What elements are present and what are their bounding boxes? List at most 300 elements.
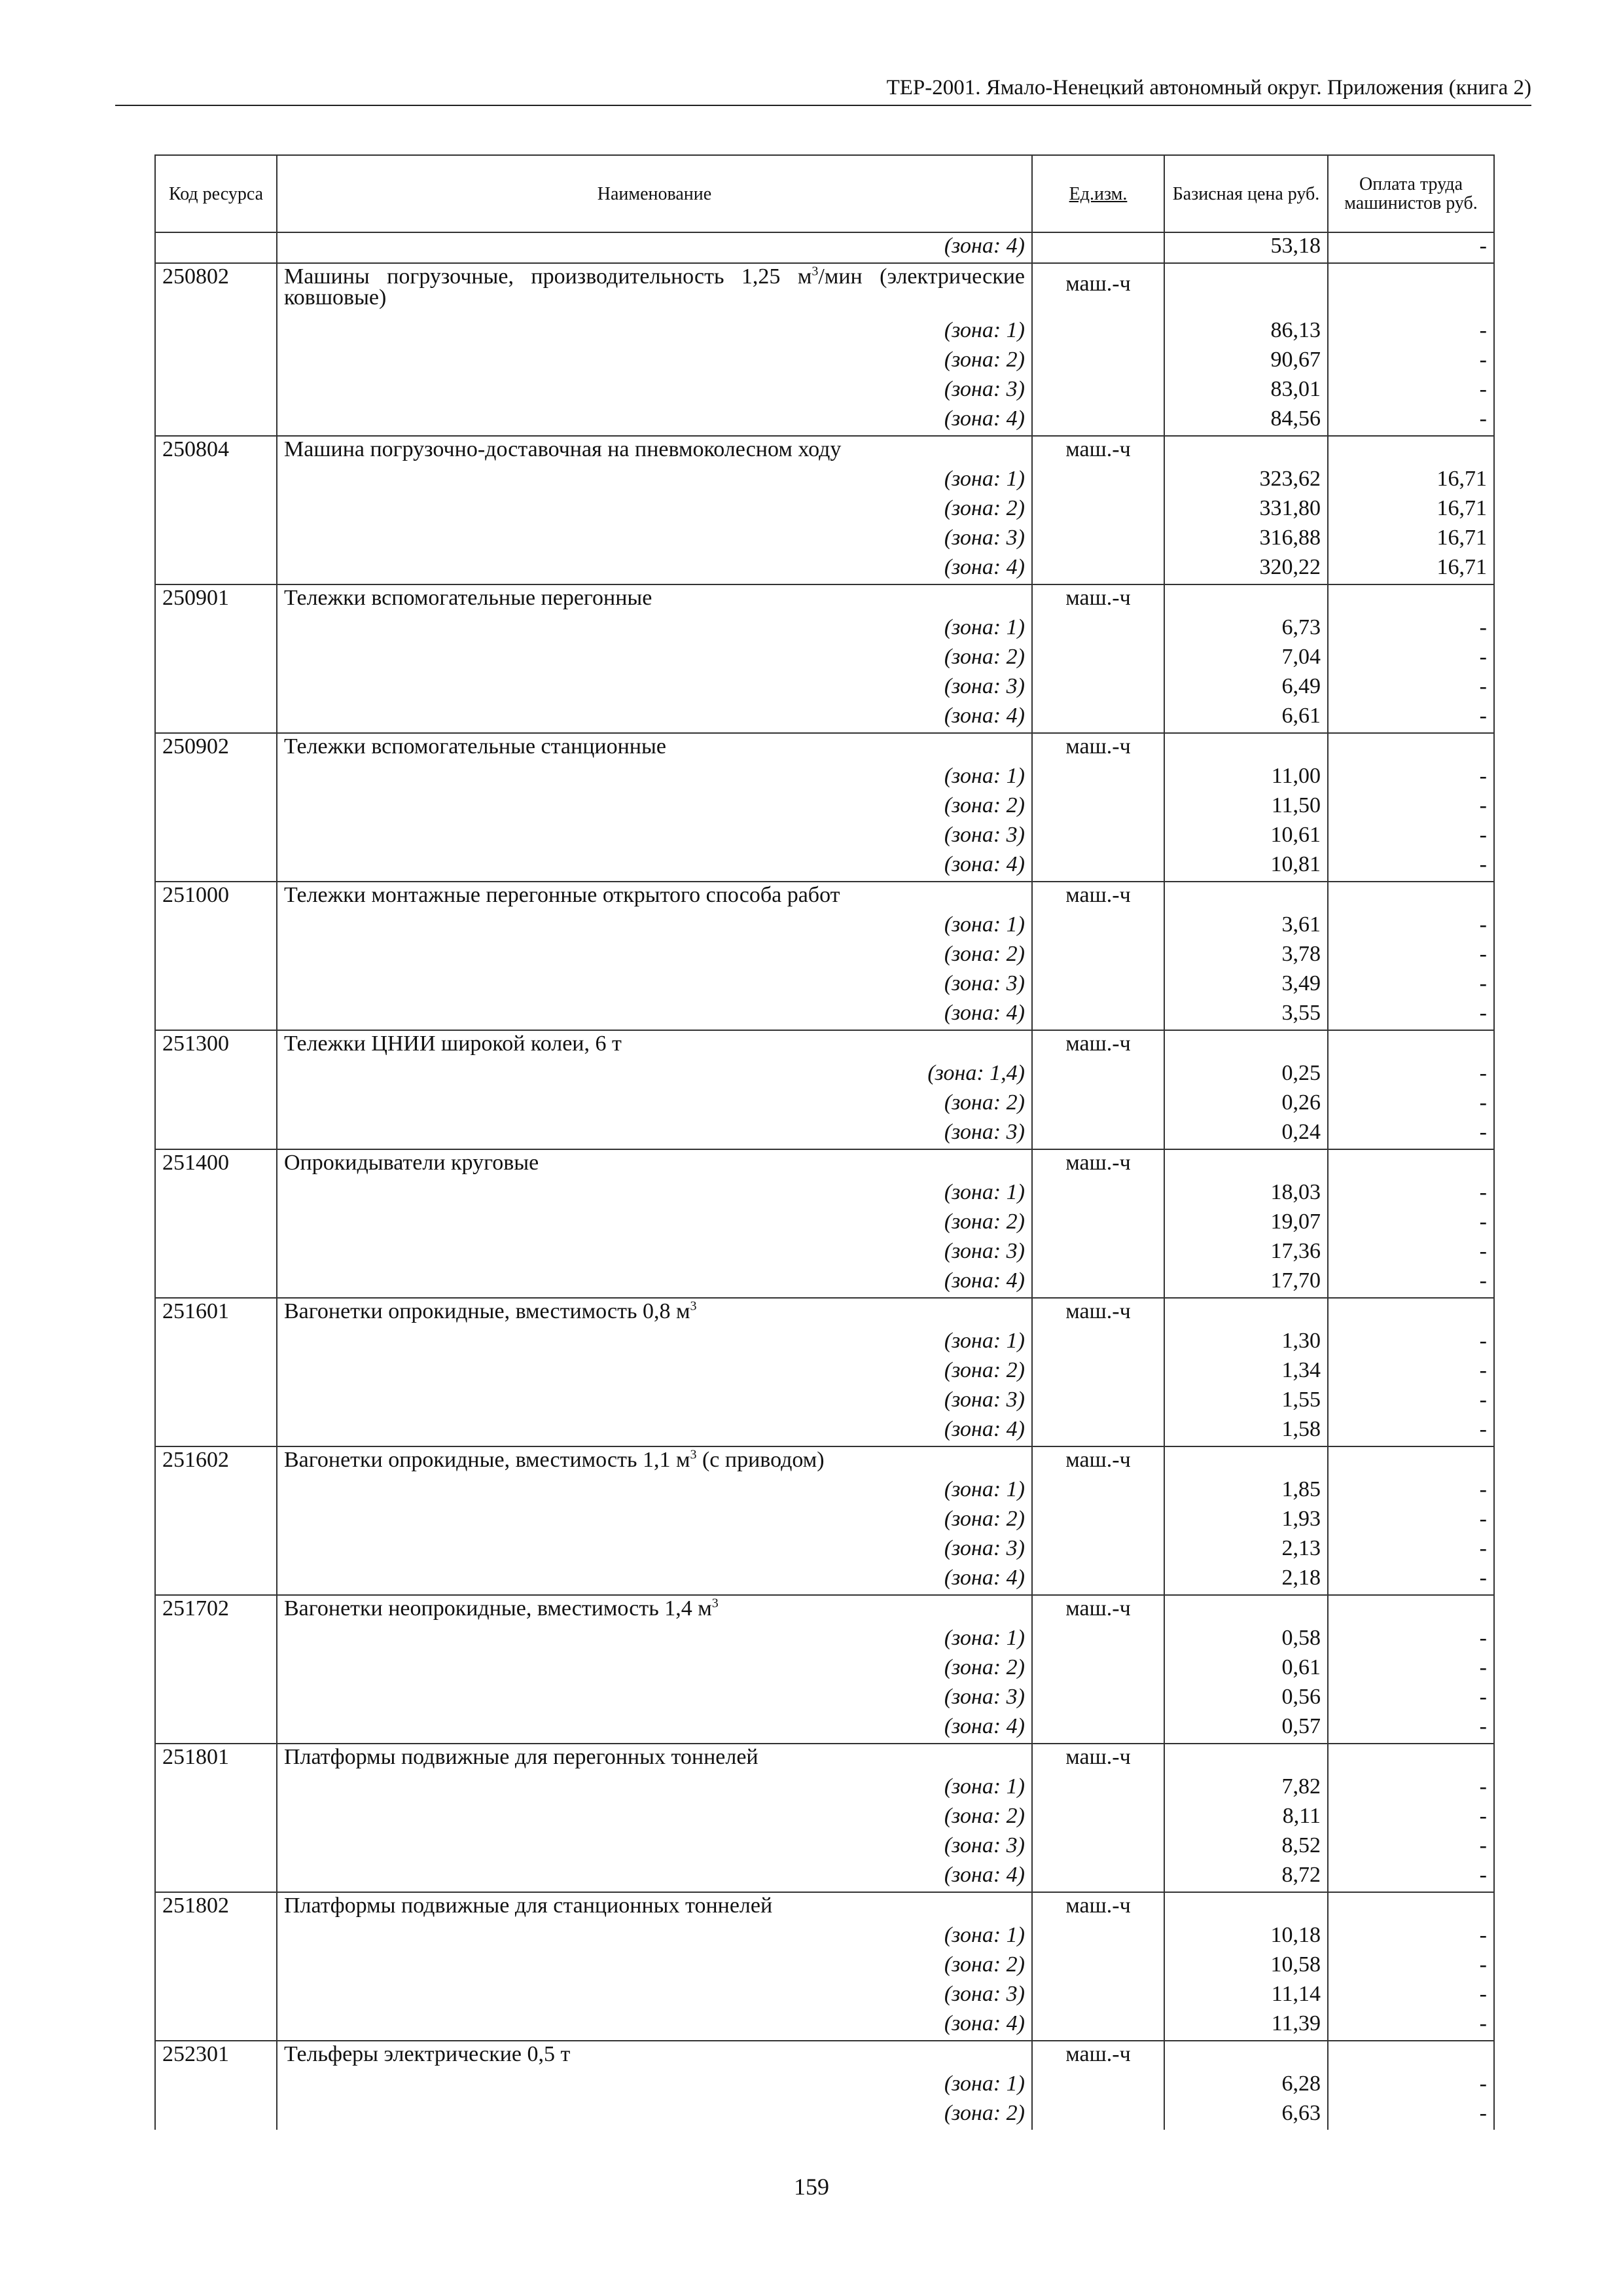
superscript: 3 — [690, 1447, 697, 1462]
resource-name: Тельферы электрические 0,5 т — [284, 2042, 571, 2066]
resource-row — [155, 1892, 1494, 1922]
cell-unit: маш.-ч — [1032, 1744, 1164, 1774]
cell-unit — [1032, 1060, 1164, 1090]
cell-unit — [1032, 525, 1164, 554]
cell-pay — [1328, 1446, 1494, 1477]
cell-code: 251601 — [155, 1298, 277, 1328]
resource-name: Тележки вспомогательные перегонные — [284, 586, 652, 610]
cell-price: 17,36 — [1164, 1238, 1328, 1268]
cell-zone: (зона: 1) — [277, 1179, 1032, 1209]
cell-pay — [1328, 436, 1494, 466]
zone-row — [155, 1981, 1494, 2011]
cell-zone: (зона: 1) — [277, 615, 1032, 644]
cell-code — [155, 1477, 277, 1506]
cell-pay: - — [1328, 1477, 1494, 1506]
zone-row — [155, 1000, 1494, 1030]
column-header-code: Код ресурса — [155, 155, 277, 232]
cell-zone: (зона: 2) — [277, 941, 1032, 971]
cell-pay — [1328, 733, 1494, 763]
cell-zone: (зона: 3) — [277, 1684, 1032, 1713]
cell-zone: (зона: 3) — [277, 1833, 1032, 1862]
cell-unit — [1032, 406, 1164, 436]
cell-price: 1,85 — [1164, 1477, 1328, 1506]
cell-zone: (зона: 3) — [277, 822, 1032, 852]
cell-pay: - — [1328, 1803, 1494, 1833]
cell-zone: (зона: 1) — [277, 1328, 1032, 1357]
cell-pay: - — [1328, 1119, 1494, 1149]
cell-name — [277, 263, 1032, 317]
cell-price: 1,93 — [1164, 1506, 1328, 1535]
cell-code — [155, 554, 277, 584]
cell-unit — [1032, 852, 1164, 882]
cell-zone: (зона: 3) — [277, 673, 1032, 703]
cell-price: 1,30 — [1164, 1328, 1328, 1357]
cell-pay: - — [1328, 971, 1494, 1000]
resource-name: Тележки монтажные перегонные открытого способа работ — [284, 883, 840, 907]
cell-unit — [1032, 615, 1164, 644]
resource-row — [155, 1595, 1494, 1625]
zone-row — [155, 1684, 1494, 1713]
cell-code: 251702 — [155, 1595, 277, 1625]
zone-row — [155, 2011, 1494, 2041]
cell-name — [277, 733, 1032, 763]
resource-name-suffix: /мин (электрические ковшовые) — [284, 264, 1025, 310]
cell-name — [277, 1595, 1032, 1625]
cell-pay: - — [1328, 1774, 1494, 1803]
cell-price: 10,18 — [1164, 1922, 1328, 1952]
cell-price: 6,63 — [1164, 2100, 1328, 2130]
zone-row — [155, 703, 1494, 733]
cell-zone: (зона: 4) — [277, 1713, 1032, 1744]
zone-row — [155, 525, 1494, 554]
cell-zone: (зона: 4) — [277, 2011, 1032, 2041]
cell-pay: - — [1328, 1506, 1494, 1535]
resource-name: Опрокидыватели круговые — [284, 1151, 539, 1175]
cell-unit — [1032, 1535, 1164, 1565]
cell-code: 251602 — [155, 1446, 277, 1477]
cell-price: 0,58 — [1164, 1625, 1328, 1655]
cell-zone: (зона: 2) — [277, 1952, 1032, 1981]
resource-price-table — [154, 154, 1495, 2130]
cell-zone: (зона: 3) — [277, 971, 1032, 1000]
cell-unit: маш.-ч — [1032, 436, 1164, 466]
resource-row — [155, 1030, 1494, 1060]
cell-pay: - — [1328, 2100, 1494, 2130]
cell-zone: (зона: 4) — [277, 406, 1032, 436]
cell-price: 0,26 — [1164, 1090, 1328, 1119]
cell-price: 18,03 — [1164, 1179, 1328, 1209]
cell-unit — [1032, 1387, 1164, 1416]
cell-unit — [1032, 2071, 1164, 2100]
cell-zone: (зона: 1) — [277, 1477, 1032, 1506]
resource-row — [155, 584, 1494, 615]
cell-price: 53,18 — [1164, 232, 1328, 263]
cell-zone: (зона: 3) — [277, 1535, 1032, 1565]
zone-row — [155, 1060, 1494, 1090]
cell-unit — [1032, 941, 1164, 971]
cell-unit: маш.-ч — [1032, 1298, 1164, 1328]
zone-row — [155, 1209, 1494, 1238]
cell-price: 6,61 — [1164, 703, 1328, 733]
cell-unit — [1032, 644, 1164, 673]
cell-unit — [1032, 347, 1164, 376]
cell-price — [1164, 1298, 1328, 1328]
cell-code — [155, 1209, 277, 1238]
cell-unit — [1032, 376, 1164, 406]
cell-unit — [1032, 1119, 1164, 1149]
superscript: 3 — [711, 1596, 719, 1611]
cell-pay: - — [1328, 1357, 1494, 1387]
cell-price: 0,24 — [1164, 1119, 1328, 1149]
cell-pay: - — [1328, 1238, 1494, 1268]
zone-row — [155, 1268, 1494, 1298]
zone-row — [155, 1387, 1494, 1416]
cell-code: 250804 — [155, 436, 277, 466]
cell-name — [277, 436, 1032, 466]
zone-row — [155, 406, 1494, 436]
cell-unit — [1032, 1803, 1164, 1833]
cell-pay: - — [1328, 1387, 1494, 1416]
cell-unit — [1032, 673, 1164, 703]
cell-pay: - — [1328, 347, 1494, 376]
cell-unit: маш.-ч — [1032, 733, 1164, 763]
cell-code — [155, 1625, 277, 1655]
zone-row — [155, 1774, 1494, 1803]
zone-row — [155, 1506, 1494, 1535]
resource-row — [155, 733, 1494, 763]
cell-pay — [1328, 584, 1494, 615]
cell-unit: маш.-ч — [1032, 584, 1164, 615]
cell-zone: (зона: 2) — [277, 495, 1032, 525]
cell-code — [155, 376, 277, 406]
zone-row — [155, 1833, 1494, 1862]
cell-pay — [1328, 1595, 1494, 1625]
zone-row — [155, 1862, 1494, 1892]
cell-pay: - — [1328, 1655, 1494, 1684]
cell-price: 84,56 — [1164, 406, 1328, 436]
cell-pay: - — [1328, 1833, 1494, 1862]
cell-unit — [1032, 793, 1164, 822]
cell-code — [155, 1952, 277, 1981]
cell-price: 0,25 — [1164, 1060, 1328, 1090]
cell-price: 17,70 — [1164, 1268, 1328, 1298]
cell-unit: маш.-ч — [1032, 1446, 1164, 1477]
cell-price — [1164, 436, 1328, 466]
resource-row — [155, 2041, 1494, 2071]
cell-price: 11,39 — [1164, 2011, 1328, 2041]
cell-unit — [1032, 554, 1164, 584]
cell-price: 8,72 — [1164, 1862, 1328, 1892]
resource-name-suffix: (с приводом) — [696, 1448, 825, 1472]
cell-pay: - — [1328, 2011, 1494, 2041]
cell-pay: - — [1328, 793, 1494, 822]
cell-code — [155, 1179, 277, 1209]
cell-code — [155, 644, 277, 673]
cell-unit — [1032, 1477, 1164, 1506]
cell-zone: (зона: 2) — [277, 1803, 1032, 1833]
cell-code — [155, 1684, 277, 1713]
cell-pay: - — [1328, 2071, 1494, 2100]
resource-name: Вагонетки опрокидные, вместимость 1,1 м — [284, 1448, 690, 1472]
resource-row — [155, 263, 1494, 317]
cell-price: 3,61 — [1164, 912, 1328, 941]
cell-price: 2,18 — [1164, 1565, 1328, 1595]
cell-price: 0,61 — [1164, 1655, 1328, 1684]
cell-unit — [1032, 2100, 1164, 2130]
cell-price — [1164, 1149, 1328, 1179]
cell-zone: (зона: 2) — [277, 1209, 1032, 1238]
zone-row — [155, 852, 1494, 882]
cell-code: 252301 — [155, 2041, 277, 2071]
cell-code — [155, 232, 277, 263]
cell-zone: (зона: 2) — [277, 644, 1032, 673]
cell-zone: (зона: 4) — [277, 232, 1032, 263]
cell-price: 11,50 — [1164, 793, 1328, 822]
cell-unit — [1032, 1713, 1164, 1744]
cell-code: 251801 — [155, 1744, 277, 1774]
cell-code — [155, 1387, 277, 1416]
cell-pay — [1328, 882, 1494, 912]
cell-zone: (зона: 1) — [277, 1625, 1032, 1655]
page-header-title: ТЕР-2001. Ямало-Ненецкий автономный округ. Приложения (книга 2) — [886, 76, 1531, 99]
cell-price: 3,55 — [1164, 1000, 1328, 1030]
cell-zone: (зона: 1) — [277, 1774, 1032, 1803]
zone-row — [155, 376, 1494, 406]
cell-unit — [1032, 1238, 1164, 1268]
cell-pay: - — [1328, 1535, 1494, 1565]
cell-price: 83,01 — [1164, 376, 1328, 406]
cell-pay: - — [1328, 1090, 1494, 1119]
resource-name: Тележки ЦНИИ широкой колеи, 6 т — [284, 1031, 622, 1056]
cell-code — [155, 466, 277, 495]
zone-row — [155, 615, 1494, 644]
zone-row — [155, 1179, 1494, 1209]
cell-pay: - — [1328, 1060, 1494, 1090]
cell-zone: (зона: 1) — [277, 763, 1032, 793]
cell-pay: - — [1328, 1416, 1494, 1446]
zone-row — [155, 1357, 1494, 1387]
cell-code — [155, 1833, 277, 1862]
cell-unit — [1032, 1655, 1164, 1684]
cell-price — [1164, 584, 1328, 615]
cell-price: 3,49 — [1164, 971, 1328, 1000]
cell-price: 1,58 — [1164, 1416, 1328, 1446]
resource-name: Вагонетки неопрокидные, вместимость 1,4 м — [284, 1596, 712, 1621]
zone-row — [155, 1952, 1494, 1981]
resource-row — [155, 1446, 1494, 1477]
cell-zone: (зона: 3) — [277, 1238, 1032, 1268]
cell-code — [155, 1090, 277, 1119]
cell-pay — [1328, 1298, 1494, 1328]
cell-unit — [1032, 912, 1164, 941]
zone-row — [155, 2100, 1494, 2130]
cell-code — [155, 2071, 277, 2100]
cell-code — [155, 615, 277, 644]
zone-row — [155, 1803, 1494, 1833]
zone-row — [155, 1238, 1494, 1268]
cell-zone: (зона: 2) — [277, 1655, 1032, 1684]
cell-zone: (зона: 2) — [277, 1357, 1032, 1387]
zone-row — [155, 1328, 1494, 1357]
cell-price: 1,55 — [1164, 1387, 1328, 1416]
cell-pay: - — [1328, 1268, 1494, 1298]
cell-code — [155, 1060, 277, 1090]
cell-unit — [1032, 1625, 1164, 1655]
cell-name — [277, 1149, 1032, 1179]
cell-code — [155, 1922, 277, 1952]
cell-code — [155, 1713, 277, 1744]
cell-price: 331,80 — [1164, 495, 1328, 525]
zone-row — [155, 1119, 1494, 1149]
cell-unit — [1032, 1774, 1164, 1803]
column-header-name: Наименование — [277, 155, 1032, 232]
cell-price: 11,00 — [1164, 763, 1328, 793]
cell-pay: - — [1328, 1713, 1494, 1744]
cell-code — [155, 763, 277, 793]
table-row — [155, 232, 1494, 263]
cell-unit: маш.-ч — [1032, 1892, 1164, 1922]
cell-price — [1164, 733, 1328, 763]
cell-code — [155, 1238, 277, 1268]
cell-pay: - — [1328, 1179, 1494, 1209]
zone-row — [155, 554, 1494, 584]
cell-unit — [1032, 2011, 1164, 2041]
cell-zone: (зона: 3) — [277, 1119, 1032, 1149]
cell-code — [155, 793, 277, 822]
cell-pay: - — [1328, 1625, 1494, 1655]
cell-price: 6,28 — [1164, 2071, 1328, 2100]
cell-unit — [1032, 1179, 1164, 1209]
cell-zone: (зона: 3) — [277, 376, 1032, 406]
cell-zone: (зона: 3) — [277, 1387, 1032, 1416]
zone-row — [155, 495, 1494, 525]
cell-code: 250802 — [155, 263, 277, 317]
cell-code — [155, 1000, 277, 1030]
cell-code — [155, 1416, 277, 1446]
cell-pay: - — [1328, 1981, 1494, 2011]
zone-row — [155, 673, 1494, 703]
cell-code — [155, 525, 277, 554]
cell-unit — [1032, 763, 1164, 793]
resource-row — [155, 1744, 1494, 1774]
cell-zone: (зона: 3) — [277, 1981, 1032, 2011]
cell-code: 251802 — [155, 1892, 277, 1922]
cell-code — [155, 852, 277, 882]
cell-name — [277, 882, 1032, 912]
cell-zone: (зона: 4) — [277, 1565, 1032, 1595]
cell-pay: - — [1328, 763, 1494, 793]
cell-unit — [1032, 1506, 1164, 1535]
zone-row — [155, 1477, 1494, 1506]
cell-pay: 16,71 — [1328, 466, 1494, 495]
cell-code — [155, 1535, 277, 1565]
column-header-price: Базисная цена руб. — [1164, 155, 1328, 232]
cell-price: 7,04 — [1164, 644, 1328, 673]
cell-zone: (зона: 1) — [277, 912, 1032, 941]
cell-zone: (зона: 4) — [277, 1268, 1032, 1298]
cell-price: 8,11 — [1164, 1803, 1328, 1833]
cell-price — [1164, 1446, 1328, 1477]
cell-code — [155, 1981, 277, 2011]
cell-code — [155, 495, 277, 525]
zone-row — [155, 1090, 1494, 1119]
cell-pay: - — [1328, 1000, 1494, 1030]
resource-name: Платформы подвижные для перегонных тоннелей — [284, 1745, 758, 1769]
cell-pay: - — [1328, 852, 1494, 882]
cell-name — [277, 1892, 1032, 1922]
zone-row — [155, 317, 1494, 347]
cell-price: 1,34 — [1164, 1357, 1328, 1387]
superscript: 3 — [812, 264, 819, 279]
cell-unit: маш.-ч — [1032, 1595, 1164, 1625]
cell-unit — [1032, 1416, 1164, 1446]
cell-unit: маш.-ч — [1032, 882, 1164, 912]
cell-pay: - — [1328, 1922, 1494, 1952]
cell-name — [277, 2041, 1032, 2071]
cell-price: 10,61 — [1164, 822, 1328, 852]
cell-unit — [1032, 232, 1164, 263]
cell-pay: - — [1328, 703, 1494, 733]
zone-row — [155, 941, 1494, 971]
cell-name — [277, 584, 1032, 615]
cell-unit: маш.-ч — [1032, 1030, 1164, 1060]
cell-code — [155, 1357, 277, 1387]
cell-pay: - — [1328, 1209, 1494, 1238]
cell-unit — [1032, 1862, 1164, 1892]
cell-code — [155, 1268, 277, 1298]
cell-zone: (зона: 1) — [277, 2071, 1032, 2100]
cell-pay: - — [1328, 232, 1494, 263]
resource-row — [155, 1298, 1494, 1328]
cell-pay — [1328, 1149, 1494, 1179]
cell-pay — [1328, 1030, 1494, 1060]
cell-unit — [1032, 1209, 1164, 1238]
cell-unit — [1032, 495, 1164, 525]
page-header — [115, 75, 1531, 106]
zone-row — [155, 912, 1494, 941]
cell-code — [155, 822, 277, 852]
cell-price — [1164, 263, 1328, 317]
resource-row — [155, 436, 1494, 466]
cell-pay — [1328, 1892, 1494, 1922]
zone-row — [155, 1655, 1494, 1684]
cell-zone: (зона: 2) — [277, 2100, 1032, 2130]
cell-pay: - — [1328, 1565, 1494, 1595]
cell-unit — [1032, 703, 1164, 733]
resource-name: Машина погрузочно-доставочная на пневмоколесном ходу — [284, 437, 842, 461]
cell-code — [155, 941, 277, 971]
cell-zone: (зона: 3) — [277, 525, 1032, 554]
cell-pay: - — [1328, 317, 1494, 347]
cell-price: 323,62 — [1164, 466, 1328, 495]
cell-pay: - — [1328, 1328, 1494, 1357]
cell-code — [155, 1862, 277, 1892]
cell-code — [155, 1119, 277, 1149]
cell-code — [155, 2100, 277, 2130]
cell-unit — [1032, 1981, 1164, 2011]
cell-price — [1164, 1595, 1328, 1625]
cell-code — [155, 317, 277, 347]
zone-row — [155, 644, 1494, 673]
cell-pay: - — [1328, 1952, 1494, 1981]
cell-code — [155, 1774, 277, 1803]
cell-pay: - — [1328, 644, 1494, 673]
cell-unit — [1032, 1684, 1164, 1713]
cell-price: 11,14 — [1164, 1981, 1328, 2011]
cell-code — [155, 1328, 277, 1357]
cell-code: 251400 — [155, 1149, 277, 1179]
cell-price — [1164, 2041, 1328, 2071]
